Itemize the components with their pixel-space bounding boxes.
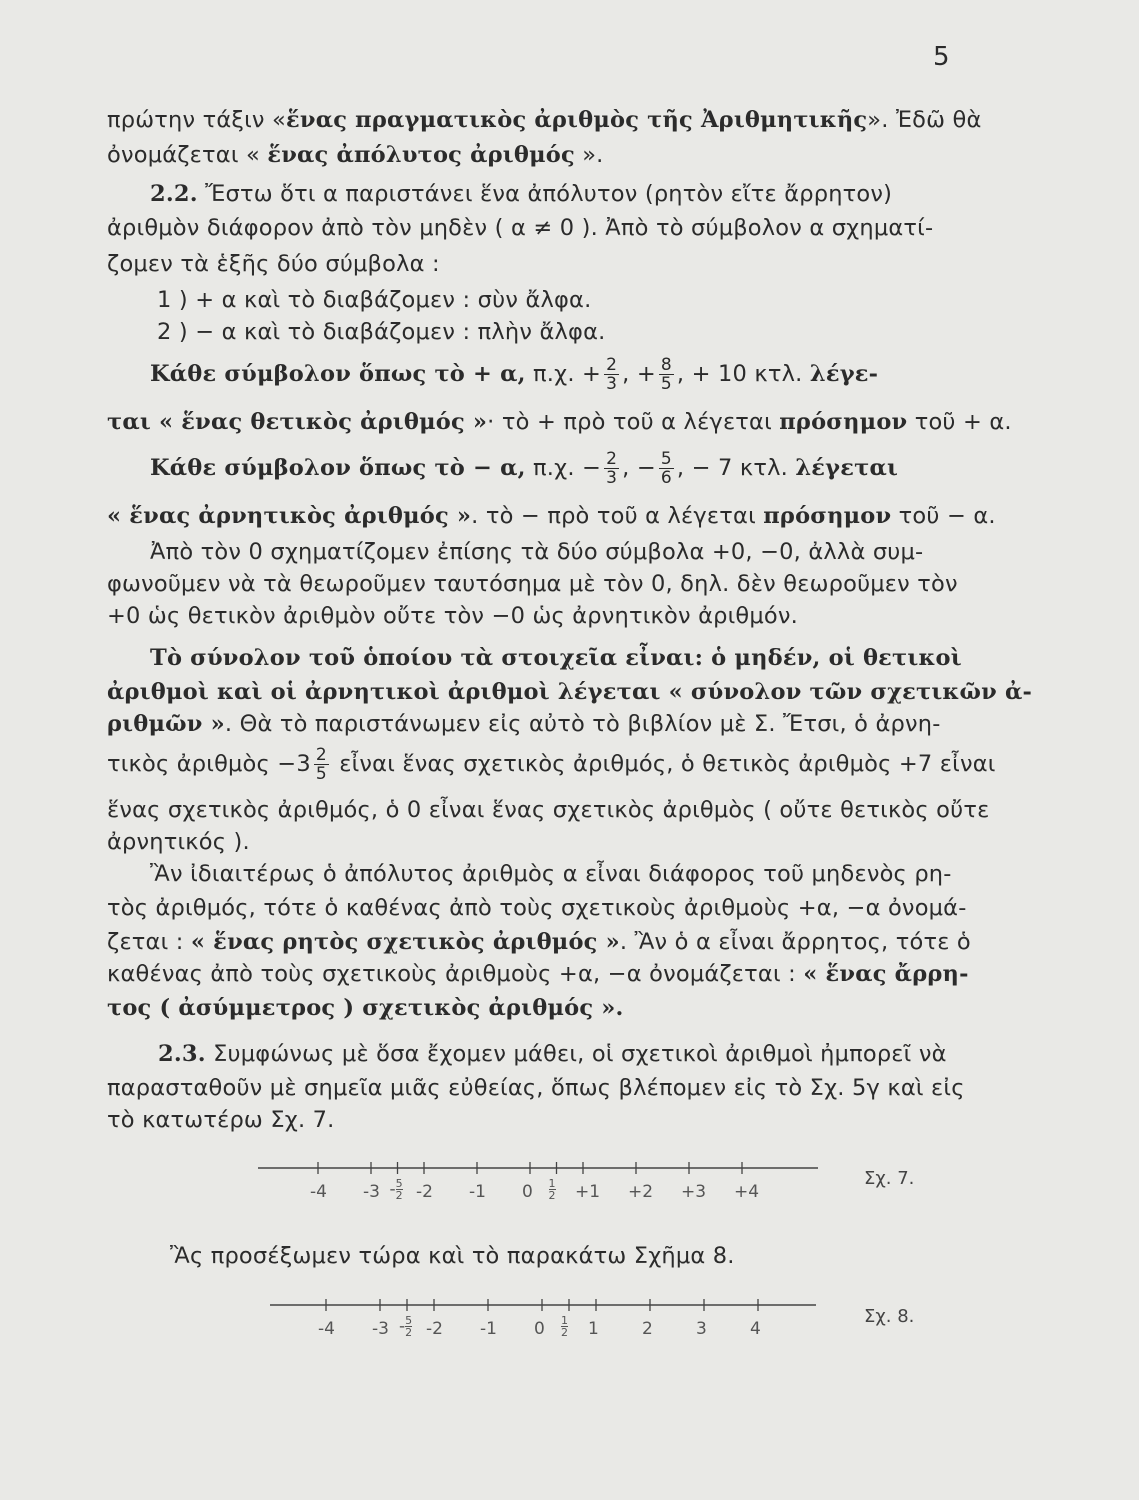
fig8-tick-label: 3: [696, 1319, 707, 1339]
negative-symbol-line: Κάθε σύμβολον ὅπως τὸ − α, π.χ. − $\frac{2}{3}$ , − $\frac{5}{6}$ , − 7 κτλ. λέγεται: [150, 449, 899, 488]
number-line-fig8: [270, 1299, 816, 1311]
fig7-caption: Σχ. 7.: [864, 1168, 915, 1189]
fig7-tick-label: 0: [522, 1182, 533, 1202]
list-item: 2 ) − α καὶ τὸ διαβάζομεν : πλὴν ἄλφα.: [157, 319, 606, 345]
fraction: $\frac{2}{3}$: [606, 449, 618, 488]
definition-line: ἀριθμοὶ καὶ οἱ ἀρνητικοὶ ἀριθμοὶ λέγεται « σύνολον τῶν σχετικῶν ἀ-: [107, 679, 1033, 705]
fig7-fraction-label: - $\frac{5}{2}$: [389, 1177, 403, 1202]
fig8-tick-label: -3: [372, 1319, 389, 1339]
fig8-tick-label: 0: [534, 1319, 545, 1339]
number-line-fig7: [258, 1162, 818, 1174]
text-line: ριθμῶν ». Θὰ τὸ παριστάνωμεν εἰς αὐτὸ τὸ βιβλίον μὲ Σ. Ἔτσι, ὁ ἀρνη-: [107, 711, 941, 737]
fig8-tick-label: 4: [750, 1319, 761, 1339]
fraction: $\frac{5}{6}$: [660, 449, 672, 488]
section-2-2-line: 2.2. Ἔστω ὅτι α παριστάνει ἕνα ἀπόλυτον (ρητὸν εἴτε ἄρρητον): [150, 181, 893, 207]
text-line: παρασταθοῦν μὲ σημεῖα μιᾶς εὐθείας, ὅπως βλέπομεν εἰς τὸ Σχ. 5γ καὶ εἰς: [107, 1075, 965, 1101]
fig7-tick-label: +4: [734, 1182, 760, 1202]
text-line: Ἂς προσέξωμεν τώρα καὶ τὸ παρακάτω Σχῆμα 8.: [170, 1243, 735, 1269]
text-line: ται « ἕνας θετικὸς ἀριθμός »· τὸ + πρὸ τοῦ α λέγεται πρόσημον τοῦ + α.: [107, 409, 1012, 435]
page-number: 5: [933, 42, 950, 72]
fig8-tick-label: 1: [588, 1319, 599, 1339]
text-line: « ἕνας ἀρνητικὸς ἀριθμός ». τὸ − πρὸ τοῦ α λέγεται πρόσημον τοῦ − α.: [107, 503, 996, 529]
text-line: Ἀπὸ τὸν 0 σχηματίζομεν ἐπίσης τὰ δύο σύμβολα +0, −0, ἀλλὰ συμ-: [150, 539, 924, 565]
text-line: πρώτην τάξιν «ἕνας πραγματικὸς ἀριθμὸς τῆς Ἀριθμητικῆς». Ἐδῶ θὰ: [107, 107, 982, 133]
section-2-3-line: 2.3. Συμφώνως μὲ ὅσα ἔχομεν μάθει, οἱ σχετικοὶ ἀριθμοὶ ἠμπορεῖ νὰ: [158, 1041, 947, 1067]
fig8-fraction-label: $\frac{1}{2}$: [561, 1314, 568, 1339]
text-line: ζομεν τὰ ἑξῆς δύο σύμβολα :: [107, 251, 440, 277]
text-line: τὸς ἀριθμός, τότε ὁ καθένας ἀπὸ τοὺς σχετικοὺς ἀριθμοὺς +α, −α ὀνομά-: [107, 895, 967, 921]
fig7-tick-label: +3: [681, 1182, 707, 1202]
text-line: ζεται : « ἕνας ρητὸς σχετικὸς ἀριθμός ». Ἂν ὁ α εἶναι ἄρρητος, τότε ὁ: [107, 929, 971, 955]
fig7-tick-label: -3: [363, 1182, 380, 1202]
text-line: καθένας ἀπὸ τοὺς σχετικοὺς ἀριθμοὺς +α, −α ὀνομάζεται : « ἕνας ἄρρη-: [107, 961, 969, 987]
fig8-tick-label: -2: [426, 1319, 443, 1339]
fig8-tick-label: -1: [480, 1319, 497, 1339]
text-line: τὸ κατωτέρω Σχ. 7.: [107, 1107, 335, 1133]
text-line: τος ( ἀσύμμετρος ) σχετικὸς ἀριθμός ».: [107, 995, 624, 1021]
fig7-fraction-label: $\frac{1}{2}$: [548, 1177, 556, 1202]
fig7-tick-label: +1: [575, 1182, 601, 1202]
fig7-tick-label: -4: [310, 1182, 327, 1202]
fraction: $\frac{2}{3}$: [606, 355, 618, 394]
fig8-fraction-label: - $\frac{5}{2}$: [399, 1314, 413, 1339]
fig7-tick-label: -1: [469, 1182, 486, 1202]
list-item: 1 ) + α καὶ τὸ διαβάζομεν : σὺν ἄλφα.: [157, 287, 592, 313]
text-line: ἀρνητικός ).: [107, 829, 250, 855]
text-line: τικὸς ἀριθμὸς −3 $\frac{2}{5}$ εἶναι ἕνας σχετικὸς ἀριθμός, ὁ θετικὸς ἀριθμὸς +7 εἶναι: [107, 745, 996, 784]
definition-line: Τὸ σύνολον τοῦ ὁποίου τὰ στοιχεῖα εἶναι: ὁ μηδέν, οἱ θετικοὶ: [150, 645, 962, 671]
fig8-caption: Σχ. 8.: [864, 1306, 915, 1327]
fraction: $\frac{2}{5}$: [315, 745, 327, 784]
fig8-tick-label: 2: [642, 1319, 653, 1339]
text-line: ἀριθμὸν διάφορον ἀπὸ τὸν μηδὲν ( α ≠ 0 ). Ἀπὸ τὸ σύμβολον α σχηματί-: [107, 215, 934, 241]
text-line: ὀνομάζεται « ἕνας ἀπόλυτος ἀριθμός ».: [107, 142, 604, 168]
fig7-tick-label: -2: [416, 1182, 433, 1202]
fig8-tick-label: -4: [318, 1319, 335, 1339]
fig7-tick-label: +2: [628, 1182, 654, 1202]
text-line: ἕνας σχετικὸς ἀριθμός, ὁ 0 εἶναι ἕνας σχετικὸς ἀριθμὸς ( οὔτε θετικὸς οὔτε: [107, 797, 990, 823]
text-line: Ἂν ἰδιαιτέρως ὁ ἀπόλυτος ἀριθμὸς α εἶναι διάφορος τοῦ μηδενὸς ρη-: [150, 861, 952, 887]
fraction: $\frac{8}{5}$: [660, 355, 672, 394]
text-line: +0 ὡς θετικὸν ἀριθμὸν οὔτε τὸν −0 ὡς ἀρνητικὸν ἀριθμόν.: [107, 603, 798, 629]
positive-symbol-line: Κάθε σύμβολον ὅπως τὸ + α, π.χ. + $\frac{2}{3}$ , + $\frac{8}{5}$ , + 10 κτλ. λέγε-: [150, 355, 879, 394]
text-line: φωνοῦμεν νὰ τὰ θεωροῦμεν ταυτόσημα μὲ τὸν 0, δηλ. δὲν θεωροῦμεν τὸν: [107, 571, 958, 597]
